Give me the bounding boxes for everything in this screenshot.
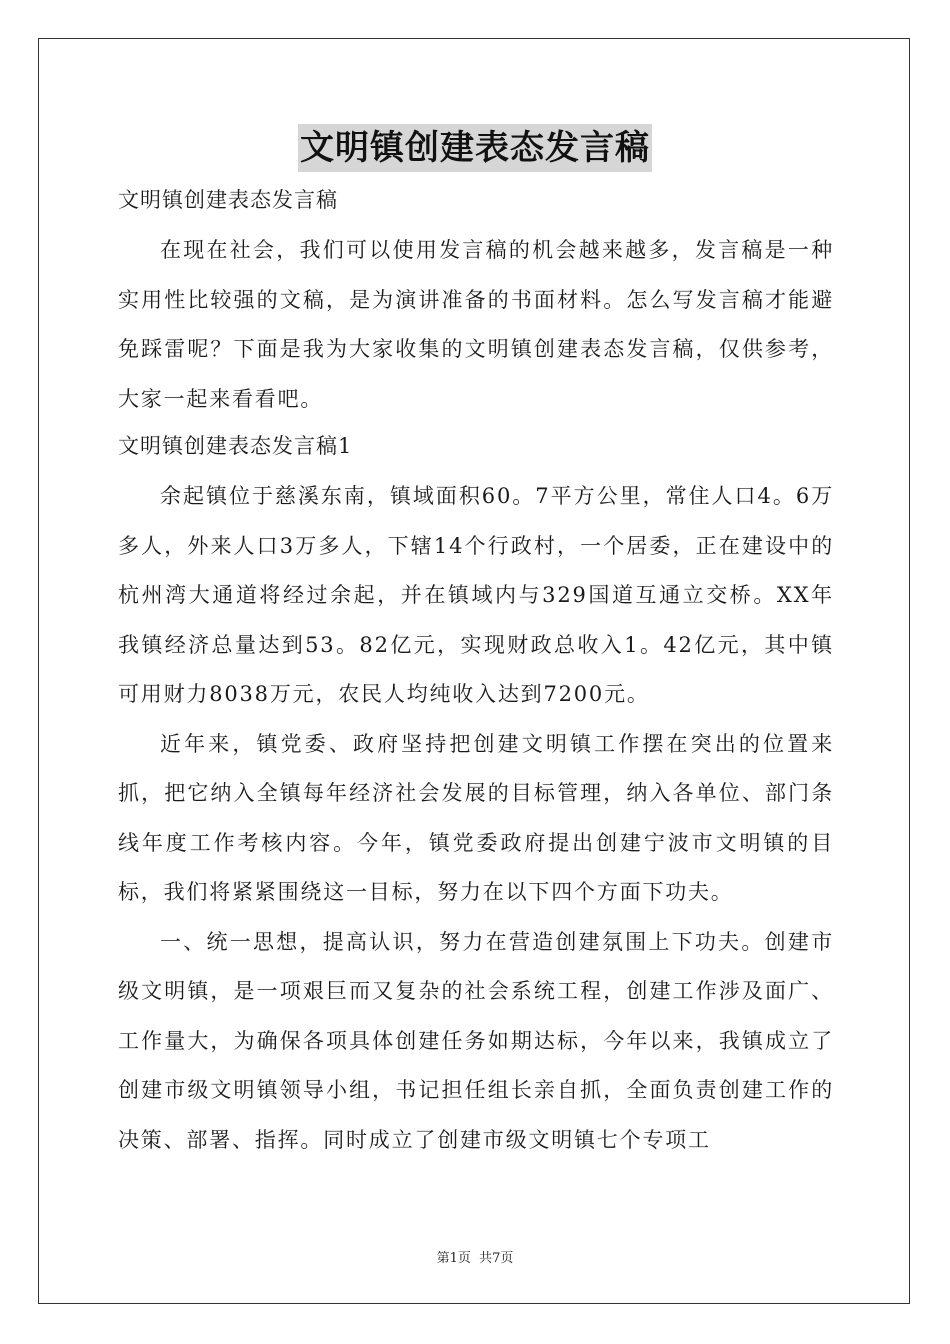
section-heading: 文明镇创建表态发言稿1 bbox=[118, 434, 353, 458]
document-title: 文明镇创建表态发言稿 bbox=[298, 124, 652, 172]
subtitle-line: 文明镇创建表态发言稿 bbox=[118, 188, 338, 212]
body-paragraph: 一、统一思想，提高认识，努力在营造创建氛围上下功夫。创建市级文明镇，是一项艰巨而又复杂的社会系统工程，创建工作涉及面广、工作量大，为确保各项具体创建任务如期达标，今年以来，我镇成立了创建市级文明镇领导小组，书记担任组长亲自抓，全面负责创建工作的决策、部署、指挥。同时成立了创建市级文明镇七个专项工 bbox=[118, 929, 834, 1152]
intro-paragraph: 在现在社会，我们可以使用发言稿的机会越来越多，发言稿是一种实用性比较强的文稿，是为演讲准备的书面材料。怎么写发言稿才能避免踩雷呢？下面是我为大家收集的文明镇创建表态发言稿，仅供参考，大家一起来看看吧。 bbox=[118, 238, 834, 411]
body-paragraph: 近年来，镇党委、政府坚持把创建文明镇工作摆在突出的位置来抓，把它纳入全镇每年经济社会发展的目标管理，纳入各单位、部门条线年度工作考核内容。今年，镇党委政府提出创建宁波市文明镇的目标，我们将紧紧围绕这一目标，努力在以下四个方面下功夫。 bbox=[118, 731, 834, 904]
title-container bbox=[0, 124, 950, 172]
page-total: 共7页 bbox=[479, 1251, 514, 1266]
document-body bbox=[118, 178, 834, 1165]
page-number: 第1页 bbox=[436, 1251, 471, 1266]
body-paragraph: 余起镇位于慈溪东南，镇域面积60。7平方公里，常住人口4。6万多人，外来人口3万多人，下辖14个行政村，一个居委，正在建设中的杭州湾大通道将经过余起，并在镇域内与329国道互通立交桥。XX年我镇经济总量达到53。82亿元，实现财政总收入1。42亿元，其中镇可用财力8038万元，农民人均纯收入达到7200元。 bbox=[118, 484, 834, 706]
page-footer bbox=[0, 1247, 950, 1266]
